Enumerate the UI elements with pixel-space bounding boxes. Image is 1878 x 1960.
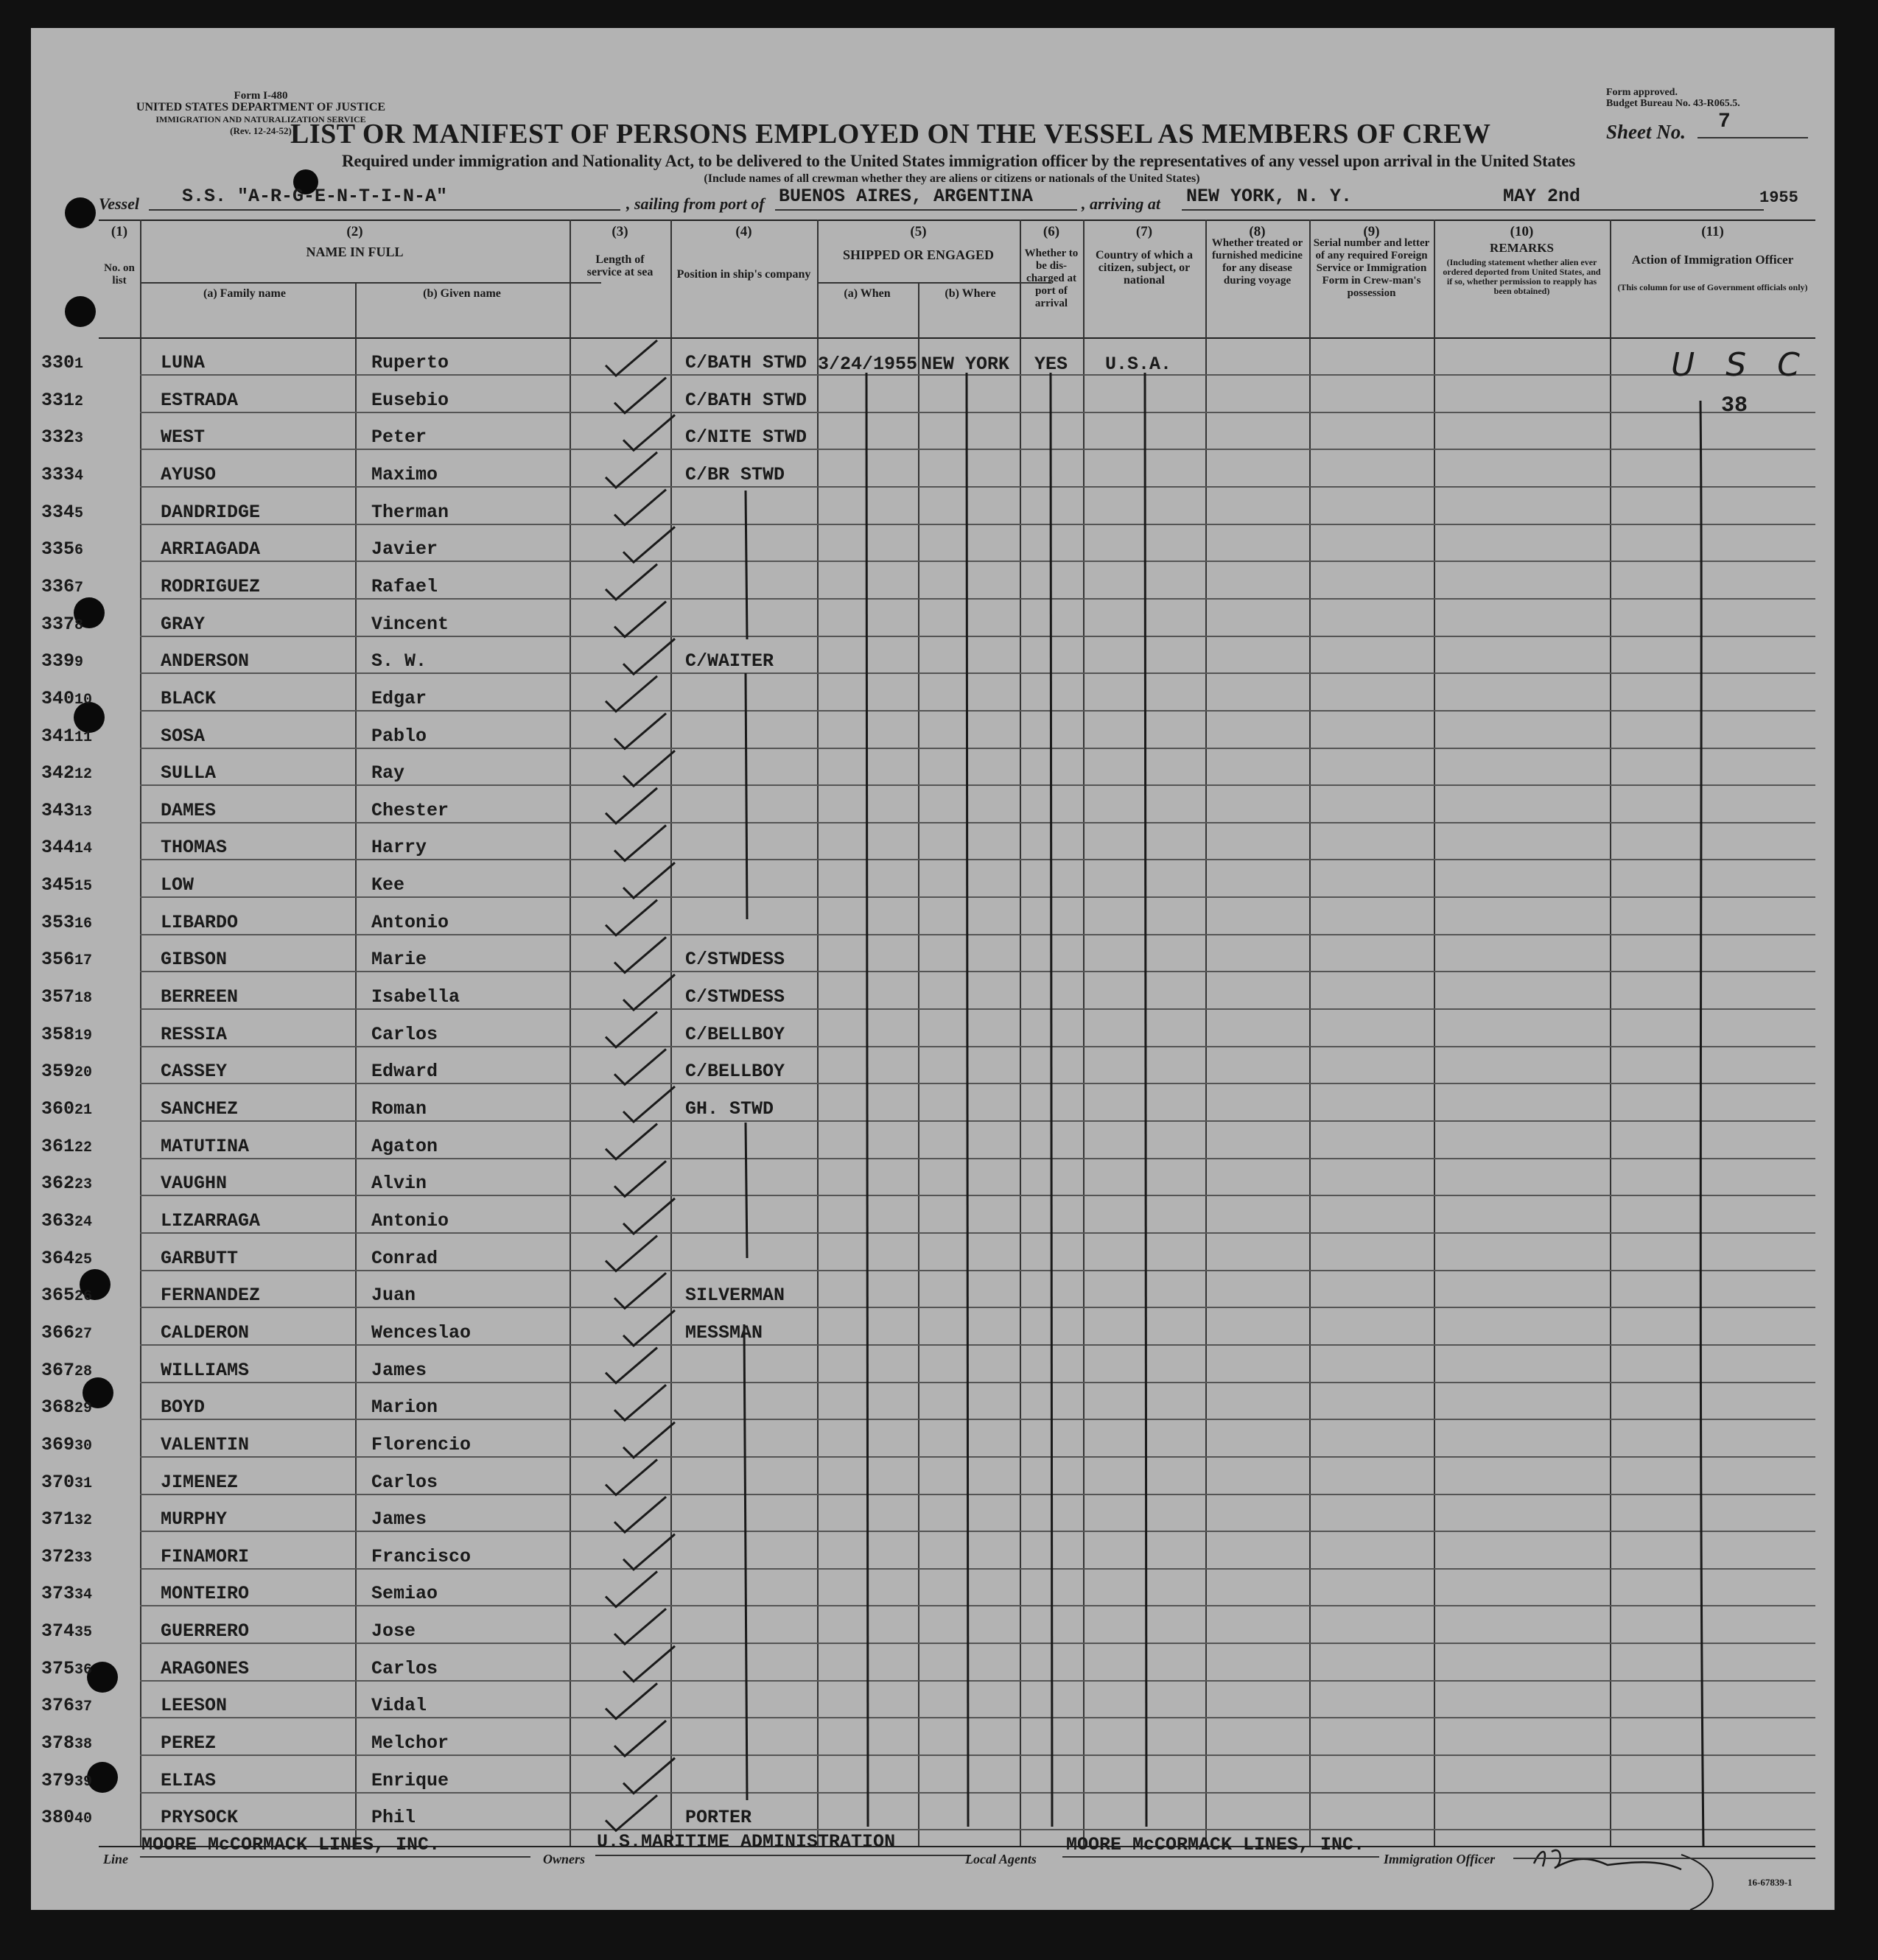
family-name: FINAMORI (161, 1546, 250, 1567)
line-number: 39 (74, 1774, 93, 1791)
service-checkmark (614, 1609, 666, 1644)
line-number: 36 (74, 1662, 93, 1679)
crew-serial: 380 (41, 1807, 75, 1828)
crew-serial: 343 (41, 800, 75, 821)
family-name: ANDERSON (161, 650, 250, 672)
line-number: 30 (74, 1438, 93, 1455)
line-number: 22 (74, 1139, 93, 1156)
given-name: Vidal (371, 1695, 427, 1716)
vessel-label: Vessel (99, 194, 139, 213)
given-name: Marie (371, 949, 427, 970)
budget-bureau: Budget Bureau No. 43-R065.5. (1606, 98, 1740, 109)
form-approved: Form approved. (1606, 87, 1678, 98)
crew-serial: 340 (41, 688, 75, 709)
line-number: 21 (74, 1102, 93, 1119)
line-number: 31 (74, 1475, 93, 1492)
col8-number: (8) (1249, 224, 1266, 239)
given-name: Edward (371, 1061, 438, 1082)
line-number: 16 (74, 916, 93, 932)
given-name: Maximo (371, 464, 438, 485)
agents-name: MOORE McCORMACK LINES, INC. (1066, 1834, 1365, 1855)
crew-serial: 335 (41, 538, 75, 560)
family-name: WILLIAMS (161, 1360, 250, 1381)
family-name: SULLA (161, 762, 217, 784)
family-name: BLACK (161, 688, 217, 709)
line-number: 40 (74, 1810, 93, 1827)
ship-position: PORTER (685, 1807, 752, 1828)
service-checkmark (623, 863, 675, 898)
given-name: Vincent (371, 614, 449, 635)
family-name: CALDERON (161, 1322, 250, 1343)
crew-serial: 368 (41, 1397, 75, 1418)
ship-position: C/BELLBOY (685, 1024, 785, 1045)
line-number: 18 (74, 990, 93, 1007)
family-name: LOW (161, 874, 195, 896)
ship-position: GH. STWD (685, 1098, 774, 1120)
arrival-date: MAY 2nd (1503, 186, 1581, 207)
crew-serial: 331 (41, 390, 75, 411)
service-checkmark (606, 900, 657, 935)
family-name: BOYD (161, 1397, 206, 1418)
line-number: 37 (74, 1699, 93, 1715)
given-name: Marion (371, 1397, 438, 1418)
manifest-title: LIST OR MANIFEST OF PERSONS EMPLOYED ON THE VESSEL AS MEMBERS OF CREW (290, 119, 1491, 150)
given-name: Ray (371, 762, 405, 784)
line-number: 7 (74, 580, 84, 597)
line-number: 8 (74, 617, 84, 634)
col10-number: (10) (1510, 224, 1534, 239)
service-checkmark (614, 602, 666, 637)
ship-position: C/WAITER (685, 650, 774, 672)
given-name: Isabella (371, 986, 460, 1008)
family-name: GARBUTT (161, 1248, 239, 1269)
service-checkmark (606, 564, 657, 600)
family-name: MURPHY (161, 1508, 228, 1530)
crew-serial: 378 (41, 1732, 75, 1754)
col10-header: REMARKS (1490, 241, 1554, 255)
ship-position: C/BATH STWD (685, 390, 807, 411)
service-checkmark (606, 452, 657, 488)
line-number: 11 (74, 729, 93, 746)
col1-number: (1) (111, 224, 128, 239)
given-name: Eusebio (371, 390, 449, 411)
crew-serial: 344 (41, 837, 75, 858)
given-name: Semiao (371, 1583, 438, 1604)
given-name: Harry (371, 837, 427, 858)
given-name: Phil (371, 1807, 416, 1828)
crew-serial: 353 (41, 912, 75, 933)
crew-serial: 342 (41, 762, 75, 784)
given-name: James (371, 1508, 427, 1530)
given-name: Florencio (371, 1434, 472, 1455)
line-number: 15 (74, 878, 93, 895)
service-checkmark (623, 1646, 675, 1682)
given-name: Chester (371, 800, 449, 821)
service-checkmark (606, 1236, 657, 1271)
line-number: 5 (74, 505, 84, 522)
owners-name: U.S.MARITIME ADMINISTRATION (597, 1831, 896, 1852)
family-name: LUNA (161, 352, 206, 373)
service-checkmark (606, 788, 657, 823)
officer-underline (1513, 1858, 1815, 1859)
line-number: 17 (74, 952, 93, 969)
service-checkmark (623, 1422, 675, 1458)
service-checkmarks (606, 340, 675, 1830)
family-name: ELIAS (161, 1770, 217, 1791)
crew-serial: 366 (41, 1322, 75, 1343)
line-number: 19 (74, 1028, 93, 1044)
departure-port: BUENOS AIRES, ARGENTINA (779, 186, 1034, 207)
family-name: LEESON (161, 1695, 228, 1716)
service-checkmark (606, 340, 657, 376)
col3-header: Length of service at sea (586, 253, 654, 278)
ship-position: MESSMAN (685, 1322, 763, 1343)
crew-serial: 345 (41, 874, 75, 896)
service-checkmark (606, 676, 657, 712)
ditto-lines (744, 373, 1713, 1910)
given-name: Alvin (371, 1173, 427, 1194)
service-checkmark (623, 415, 675, 450)
crew-serial: 367 (41, 1360, 75, 1381)
owners-label: Owners (543, 1852, 586, 1866)
arrival-year: 1955 (1759, 189, 1798, 207)
vessel-name: S.S. "A-R-G-E-N-T-I-N-A" (182, 186, 448, 207)
ship-position: C/BATH STWD (685, 352, 807, 373)
include-note: (Include names of all crewman whether they are aliens or citizens or nationals of the United States) (704, 172, 1200, 185)
col6-header: Whether to be dis-charged at port of arrival (1024, 247, 1079, 309)
col4-number: (4) (735, 224, 752, 239)
service-checkmark (623, 1758, 675, 1794)
family-name: BERREEN (161, 986, 239, 1008)
print-code: 16-67839-1 (1748, 1877, 1793, 1888)
officer-initials: U S C (1671, 346, 1810, 384)
family-name: GUERRERO (161, 1620, 250, 1642)
service-checkmark (614, 378, 666, 413)
sailing-label: , sailing from port of (626, 194, 765, 213)
service-checkmark (623, 1198, 675, 1234)
service-checkmark (614, 714, 666, 749)
family-name: ARRIAGADA (161, 538, 261, 560)
crew-serial: 374 (41, 1620, 75, 1642)
family-name: MONTEIRO (161, 1583, 250, 1604)
line-number: 28 (74, 1363, 93, 1380)
crew-serial: 357 (41, 986, 75, 1008)
service-checkmark (614, 1049, 666, 1084)
given-name: Jose (371, 1620, 416, 1642)
line-number: 23 (74, 1176, 93, 1193)
service-checkmark (623, 1310, 675, 1346)
family-name: AYUSO (161, 464, 217, 485)
col9-number: (9) (1363, 224, 1380, 239)
crew-serial: 363 (41, 1210, 75, 1232)
crew-serial: 376 (41, 1695, 75, 1716)
family-name: ARAGONES (161, 1658, 250, 1679)
family-name: SOSA (161, 726, 206, 747)
col7-number: (7) (1135, 224, 1153, 239)
family-name: JIMENEZ (161, 1472, 239, 1493)
crew-serial: 356 (41, 949, 75, 970)
crew-serial: 330 (41, 352, 75, 373)
crew-serial: 336 (41, 576, 75, 597)
family-name: DAMES (161, 800, 217, 821)
ship-position: C/STWDESS (685, 949, 785, 970)
crew-serial: 334 (41, 502, 75, 523)
ship-position: C/BR STWD (685, 464, 785, 485)
crew-serial: 332 (41, 426, 75, 448)
crew-serial: 379 (41, 1770, 75, 1791)
given-name: Francisco (371, 1546, 472, 1567)
crew-serial: 339 (41, 650, 75, 672)
form-number: Form I-480 (234, 90, 288, 102)
line-label: Line (103, 1852, 128, 1866)
crew-serial: 359 (41, 1061, 75, 1082)
crew-serial: 371 (41, 1508, 75, 1530)
revision: (Rev. 12-24-52) (230, 125, 292, 136)
family-name: THOMAS (161, 837, 228, 858)
family-name: LIZARRAGA (161, 1210, 261, 1232)
crew-serial: 369 (41, 1434, 75, 1455)
service-checkmark (614, 1385, 666, 1420)
line-number: 27 (74, 1326, 93, 1343)
officer-signature (1534, 1850, 1681, 1869)
col11-number: (11) (1701, 224, 1724, 239)
family-name: GRAY (161, 614, 206, 635)
crew-serial: 358 (41, 1024, 75, 1045)
family-name: PRYSOCK (161, 1807, 239, 1828)
line-company: MOORE McCORMACK LINES, INC. (141, 1834, 441, 1855)
service-checkmark (614, 937, 666, 972)
given-name: Ruperto (371, 352, 449, 373)
service-checkmark (614, 1161, 666, 1196)
family-name: LIBARDO (161, 912, 239, 933)
ship-position: C/NITE STWD (685, 426, 807, 448)
line-number: 9 (74, 654, 84, 671)
given-name: Therman (371, 502, 449, 523)
service-checkmark (614, 1497, 666, 1532)
given-name: Melchor (371, 1732, 449, 1754)
service-checkmark (606, 1460, 657, 1495)
family-name: GIBSON (161, 949, 228, 970)
shipped-when: 3/24/1955 (818, 354, 918, 375)
family-name: RESSIA (161, 1024, 228, 1045)
family-name: DANDRIDGE (161, 502, 261, 523)
col2a-header: (a) Family name (203, 287, 286, 300)
line-number: 12 (74, 766, 93, 783)
ship-position: C/BELLBOY (685, 1061, 785, 1082)
family-name: CASSEY (161, 1061, 228, 1082)
given-name: Javier (371, 538, 438, 560)
line-number: 24 (74, 1214, 93, 1231)
required-statement: Required under immigration and Nationality Act, to be delivered to the United States immigration officer by the representatives of any vessel upon arrival in the United States (342, 152, 1575, 170)
officer-count: 38 (1721, 393, 1748, 418)
given-name: Agaton (371, 1136, 438, 1157)
service-checkmark (606, 1795, 657, 1830)
col11-header: Action of Immigration Officer (1631, 253, 1794, 267)
family-name: PEREZ (161, 1732, 217, 1754)
line-number: 29 (74, 1400, 93, 1417)
manifest-sheet (31, 28, 1835, 1910)
family-name: FERNANDEZ (161, 1285, 261, 1306)
service-checkmark (623, 527, 675, 562)
family-name: RODRIGUEZ (161, 576, 261, 597)
given-name: S. W. (371, 650, 427, 672)
agents-label: Local Agents (965, 1852, 1037, 1866)
line-underline (140, 1856, 530, 1858)
line-number: 33 (74, 1550, 93, 1567)
given-name: Conrad (371, 1248, 438, 1269)
given-name: Kee (371, 874, 405, 896)
col7-header: Country of which a citizen, subject, or national (1095, 249, 1193, 287)
line-number: 35 (74, 1624, 93, 1641)
given-name: Rafael (371, 576, 438, 597)
col8-header: Whether treated or furnished medicine for any disease during voyage (1211, 237, 1303, 287)
given-name: Roman (371, 1098, 427, 1120)
col4-header: Position in ship's company (676, 268, 811, 281)
line-number: 26 (74, 1288, 93, 1305)
given-name: Wenceslao (371, 1322, 472, 1343)
crew-serial: 375 (41, 1658, 75, 1679)
service-checkmark (606, 1683, 657, 1718)
line-number: 13 (74, 804, 93, 821)
col6-number: (6) (1043, 224, 1060, 239)
arrival-port: NEW YORK, N. Y. (1186, 186, 1353, 207)
col11-note: (This column for use of Government officials only) (1617, 282, 1808, 292)
owners-underline (595, 1855, 971, 1856)
family-name: VALENTIN (161, 1434, 250, 1455)
given-name: Pablo (371, 726, 427, 747)
col5b-header: (b) Where (945, 287, 996, 300)
given-name: Peter (371, 426, 427, 448)
line-number: 1 (74, 356, 84, 373)
line-number: 6 (74, 542, 84, 559)
col5-header: SHIPPED OR ENGAGED (842, 247, 995, 262)
service-checkmark (614, 490, 666, 525)
line-number: 4 (74, 468, 84, 485)
line-number: 10 (74, 692, 93, 709)
line-number: 3 (74, 430, 84, 447)
service-checkmark (614, 825, 666, 860)
given-name: Enrique (371, 1770, 449, 1791)
crew-serial: 365 (41, 1285, 75, 1306)
service-checkmark (623, 751, 675, 786)
arriving-label: , arriving at (1082, 194, 1160, 213)
service-checkmark (623, 1534, 675, 1570)
line-number: 20 (74, 1064, 93, 1081)
line-number: 34 (74, 1587, 93, 1604)
given-name: Carlos (371, 1472, 438, 1493)
service-checkmark (606, 1124, 657, 1159)
service-checkmark (606, 1348, 657, 1383)
col1-header: No. on list (104, 262, 135, 287)
crew-serial: 370 (41, 1472, 75, 1493)
given-name: Juan (371, 1285, 416, 1306)
service-checkmark (614, 1721, 666, 1756)
family-name: WEST (161, 426, 206, 448)
col2-number: (2) (346, 224, 363, 239)
crew-serial: 361 (41, 1136, 75, 1157)
crew-serial: 373 (41, 1583, 75, 1604)
crew-serial: 333 (41, 464, 75, 485)
col3-number: (3) (612, 224, 628, 239)
officer-label: Immigration Officer (1384, 1852, 1496, 1866)
family-name: ESTRADA (161, 390, 239, 411)
crew-serial: 337 (41, 614, 75, 635)
service-checkmark (623, 639, 675, 674)
discharged-at-port: YES (1034, 354, 1068, 375)
line-number: 14 (74, 840, 93, 857)
line-number: 38 (74, 1736, 93, 1753)
family-name: VAUGHN (161, 1173, 228, 1194)
given-name: Carlos (371, 1658, 438, 1679)
agents-underline (1062, 1856, 1379, 1858)
col10-note: (Including statement whether alien ever ordered deported from United States, and if so, whether permission to reapply has been obtained) (1443, 257, 1601, 296)
service-checkmark (623, 974, 675, 1010)
col5a-header: (a) When (844, 287, 891, 300)
family-name: SANCHEZ (161, 1098, 239, 1120)
line-number: 2 (74, 393, 84, 410)
crew-serial: 372 (41, 1546, 75, 1567)
col2b-header: (b) Given name (423, 287, 501, 300)
given-name: Antonio (371, 1210, 449, 1232)
ship-position: C/STWDESS (685, 986, 785, 1008)
crew-serial: 341 (41, 726, 75, 747)
crew-serial: 364 (41, 1248, 75, 1269)
service-checkmark (614, 1273, 666, 1308)
col5-number: (5) (910, 224, 927, 239)
department-name: UNITED STATES DEPARTMENT OF JUSTICE (136, 101, 386, 113)
service-checkmark (606, 1571, 657, 1606)
shipped-where: NEW YORK (921, 354, 1010, 375)
family-name: MATUTINA (161, 1136, 250, 1157)
crew-serial: 362 (41, 1173, 75, 1194)
col9-header: Serial number and letter of any required Foreign Service or Immigration Form in Crew-man's possession (1313, 237, 1430, 299)
handwritten-marks (31, 28, 1835, 1910)
sheet-number-label: Sheet No. (1606, 121, 1686, 143)
given-name: Antonio (371, 912, 449, 933)
col2-header: NAME IN FULL (306, 245, 404, 259)
service-name: IMMIGRATION AND NATURALIZATION SERVICE (155, 114, 366, 124)
given-name: James (371, 1360, 427, 1381)
line-number: 25 (74, 1251, 93, 1268)
sheet-number: 7 (1718, 110, 1731, 133)
given-name: Carlos (371, 1024, 438, 1045)
ship-position: SILVERMAN (685, 1285, 785, 1306)
crew-serial: 360 (41, 1098, 75, 1120)
given-name: Edgar (371, 688, 427, 709)
citizenship-country: U.S.A. (1105, 354, 1172, 375)
service-checkmark (606, 1012, 657, 1047)
service-checkmark (623, 1086, 675, 1122)
line-number: 32 (74, 1512, 93, 1529)
